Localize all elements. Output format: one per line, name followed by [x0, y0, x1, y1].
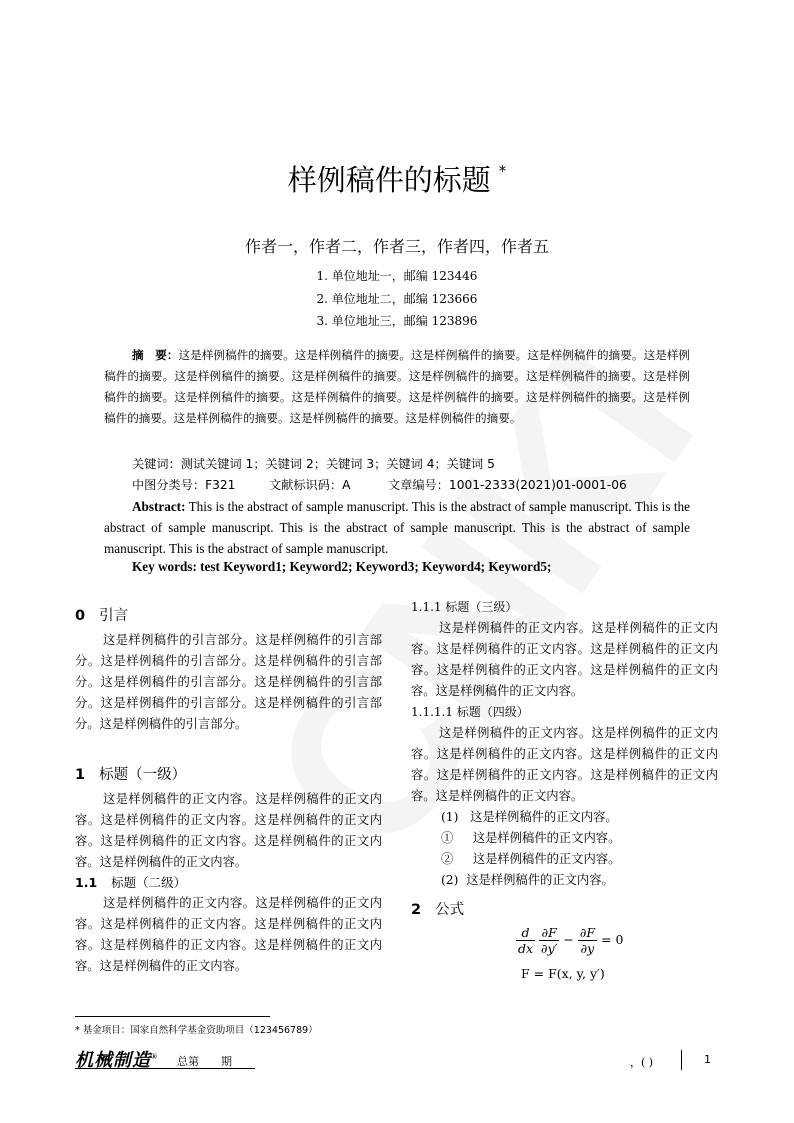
abstract-en-label: Abstract: [132, 499, 186, 514]
keywords-en: Key words: test Keyword1; Keyword2; Keyword3; Keyword4; Keyword5; [132, 559, 552, 574]
affiliation-3: 3. 单位地址三，邮编 123896 [316, 314, 478, 328]
issue-right: ，( ) [630, 1056, 654, 1069]
abstract-en [104, 496, 690, 559]
journal-logo: 机械制造® [75, 1050, 158, 1070]
paper-title: 样例稿件的标题 * [287, 162, 507, 197]
abstract-text: 这是样例稿件的摘要。这是样例稿件的摘要。这是样例稿件的摘要。这是样例稿件的摘要。这是样例稿件的摘要。这是样例稿件的摘要。这是样例稿件的摘要。这是样例稿件的摘要。这是样例稿件的摘要。这是样例稿件的摘要。这是样例稿件的摘要。这是样例稿件的摘要。这是样例稿件的摘要。这是样例稿件的摘要。这是样例稿件的摘要。这是样例稿件的摘要。这是样例稿件的摘要。这是样例稿件的摘要。 [104, 348, 690, 425]
section-0-text: 这是样例稿件的引言部分。这是样例稿件的引言部分。这是样例稿件的引言部分。这是样例稿件的引言部分。这是样例稿件的引言部分。这是样例稿件的引言部分。这是样例稿件的引言部分。这是样例稿件的引言部分。这是样例稿件的引言部分。 [75, 633, 382, 731]
footer-rule [75, 1068, 255, 1069]
section-1-1-1-1-heading: 1.1.1.1 标题（四级） [411, 705, 529, 719]
article-number: 文章编号：1001-2333(2021)01-0001-06 [388, 478, 627, 492]
abstract-cn [104, 345, 690, 429]
page-number: 1 [704, 1053, 711, 1066]
equation-2: F = F(x, y, y′) [521, 966, 605, 981]
list-item-4: (2) 这是样例稿件的正文内容。 [441, 873, 614, 887]
footnote-rule [75, 1016, 270, 1017]
document-code: 文献标识码：A [269, 478, 351, 492]
section-2-heading: 2 公式 [411, 902, 465, 918]
section-1-1-text: 这是样例稿件的正文内容。这是样例稿件的正文内容。这是样例稿件的正文内容。这是样例稿件的正文内容。这是样例稿件的正文内容。这是样例稿件的正文内容。这是样例稿件的正文内容。 [75, 896, 382, 973]
section-0-heading: 0 引言 [75, 608, 129, 624]
clc-number: 中图分类号：F321 [132, 478, 236, 492]
section-1-1-1-heading: 1.1.1 标题（三级） [411, 600, 518, 614]
affiliation-1: 1. 单位地址一，邮编 123446 [316, 269, 478, 283]
list-item-1: (1) 这是样例稿件的正文内容。 [441, 810, 618, 824]
equation-1: $\frac{d}{dx}$ $\frac{\partial F}{\partial y'}$ − $\frac{\partial F}{\partial y}$ = 0 [518, 925, 624, 956]
footer-divider [681, 1050, 682, 1070]
title-footnote-mark: * [498, 162, 507, 180]
abstract-en-text: This is the abstract of sample manuscript. This is the abstract of sample manuscript. This is the abstract of sample manuscript. This is the abstract of sample manuscript. This is the abstract of sample manuscript. This is the abstract of sample manuscript. [104, 499, 690, 556]
section-1-1-1-text: 这是样例稿件的正文内容。这是样例稿件的正文内容。这是样例稿件的正文内容。这是样例稿件的正文内容。这是样例稿件的正文内容。这是样例稿件的正文内容。这是样例稿件的正文内容。 [411, 621, 718, 698]
list-item-2: ① 这是样例稿件的正文内容。 [441, 831, 621, 845]
abstract-label: 摘 要： [132, 348, 179, 362]
list-item-3: ② 这是样例稿件的正文内容。 [441, 852, 621, 866]
keywords-cn: 关键词：测试关键词 1；关键词 2；关键词 3；关键词 4；关键词 5 [132, 457, 495, 471]
section-1-1-heading: 1.1 标题（二级） [75, 875, 187, 890]
author-list: 作者一，作者二，作者三，作者四，作者五 [244, 237, 549, 256]
issue-label: 总第 期 [177, 1055, 232, 1068]
section-1-heading: 1 标题（一级） [75, 767, 187, 783]
section-1-1-1-1-text: 这是样例稿件的正文内容。这是样例稿件的正文内容。这是样例稿件的正文内容。这是样例稿件的正文内容。这是样例稿件的正文内容。这是样例稿件的正文内容。这是样例稿件的正文内容。 [411, 726, 718, 803]
affiliation-2: 2. 单位地址二，邮编 123666 [316, 292, 478, 306]
section-1-text: 这是样例稿件的正文内容。这是样例稿件的正文内容。这是样例稿件的正文内容。这是样例稿件的正文内容。这是样例稿件的正文内容。这是样例稿件的正文内容。这是样例稿件的正文内容。 [75, 792, 382, 869]
funding-footnote: * 基金项目：国家自然科学基金资助项目（123456789） [75, 1025, 318, 1036]
